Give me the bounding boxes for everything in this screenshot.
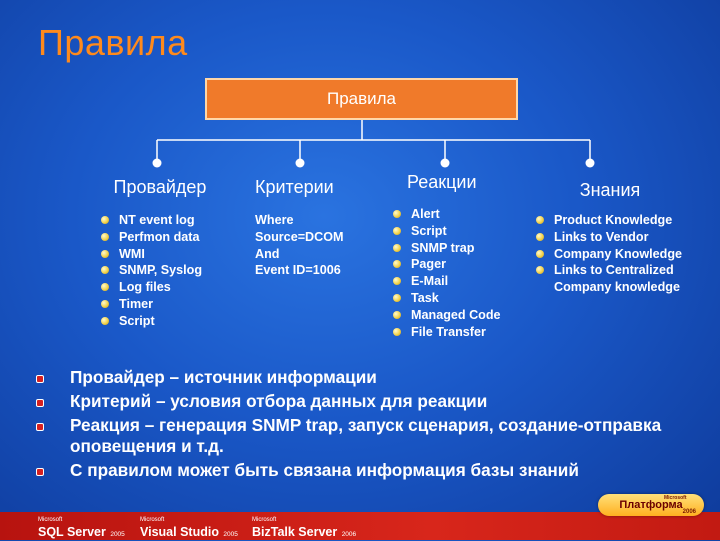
- criteria-line: Event ID=1006: [255, 263, 341, 278]
- list-item: Managed Code: [392, 307, 522, 324]
- column-heading-reactions: Реакции: [407, 172, 477, 192]
- criteria-line: And: [255, 246, 280, 261]
- list-item: Product Knowledge: [535, 212, 705, 229]
- definition-item: Критерий – условия отбора данных для реакции: [36, 391, 696, 412]
- sql-server-logo: Microsoft SQL Server 2005: [38, 517, 125, 539]
- list-item: Alert: [392, 206, 522, 223]
- list-item: Links to Centralized Company knowledge: [535, 262, 705, 296]
- list-item: Company Knowledge: [535, 246, 705, 263]
- criteria-line: Where: [255, 213, 294, 227]
- provider-list: [100, 212, 220, 330]
- list-item: File Transfer: [392, 324, 522, 341]
- list-item: SNMP trap: [392, 240, 522, 257]
- list-item: NT event log: [100, 212, 220, 229]
- list-item: Pager: [392, 256, 522, 273]
- column-heading-criteria: Критерии: [255, 177, 334, 197]
- reactions-list: [392, 206, 522, 340]
- list-item: Log files: [100, 279, 220, 296]
- column-reactions: [392, 168, 522, 340]
- list-item: Task: [392, 290, 522, 307]
- knowledge-list: [535, 212, 705, 296]
- column-heading-knowledge: Знания: [579, 180, 641, 200]
- list-item: SNMP, Syslog: [100, 262, 220, 279]
- list-item: WMI: [100, 246, 220, 263]
- column-criteria: [255, 168, 365, 279]
- slide-title: Правила: [38, 22, 188, 63]
- list-item: Perfmon data: [100, 229, 220, 246]
- list-item: E-Mail: [392, 273, 522, 290]
- definitions-list: [36, 367, 696, 484]
- criteria-line: Source=DCOM: [255, 229, 344, 244]
- definition-item: С правилом может быть связана информация базы знаний: [36, 460, 696, 481]
- definition-item: Провайдер – источник информации: [36, 367, 696, 388]
- list-item: Script: [100, 313, 220, 330]
- criteria-text: [255, 212, 365, 279]
- definition-item: Реакция – генерация SNMP trap, запуск сценария, создание-отправка оповещения и т.д.: [36, 415, 696, 457]
- platform-logo: Microsoft Платформа 2006: [598, 494, 704, 516]
- column-knowledge: [535, 168, 705, 296]
- visual-studio-logo: Microsoft Visual Studio 2005: [140, 517, 238, 539]
- column-provider: [100, 168, 220, 330]
- column-heading-provider: Провайдер: [113, 177, 207, 197]
- list-item: Links to Vendor: [535, 229, 705, 246]
- rules-top-box: Правила: [205, 78, 518, 120]
- list-item: Script: [392, 223, 522, 240]
- list-item: Timer: [100, 296, 220, 313]
- footer-bar: [0, 512, 720, 540]
- biztalk-server-logo: Microsoft BizTalk Server 2006: [252, 517, 357, 539]
